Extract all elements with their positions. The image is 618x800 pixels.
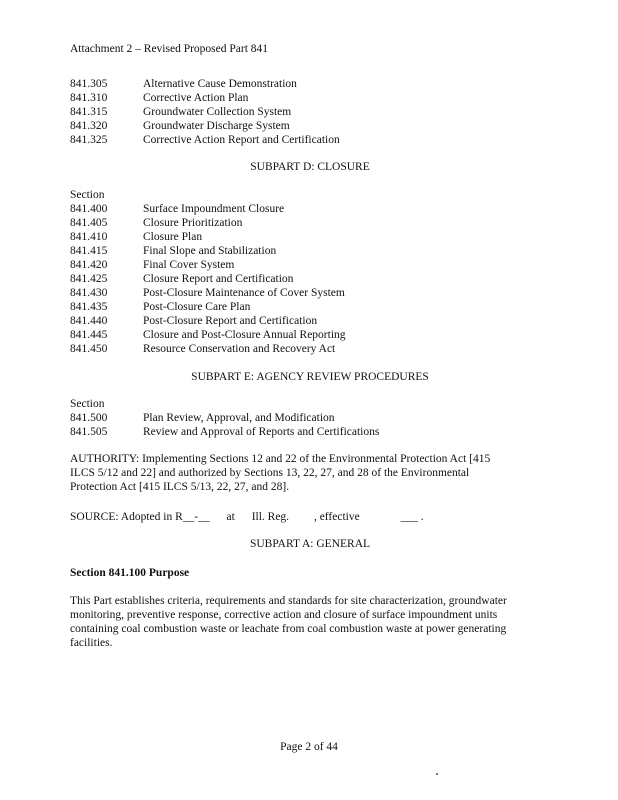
paragraph-line: facilities. [70, 637, 113, 649]
toc-title: Groundwater Discharge System [143, 120, 290, 132]
source-effective: , effective [313, 511, 360, 523]
toc-entry [70, 133, 550, 147]
toc-title: Review and Approval of Reports and Certifications [143, 426, 380, 438]
source-line [70, 510, 540, 524]
source-at: at [226, 511, 235, 523]
toc-title: Groundwater Collection System [143, 106, 292, 118]
toc-number: 841.415 [70, 245, 108, 257]
toc-title: Post-Closure Care Plan [143, 301, 251, 313]
source-reg: Ill. Reg. [251, 511, 290, 523]
authority-paragraph [70, 452, 540, 494]
subpart-d-toc [70, 188, 550, 356]
toc-entry [70, 105, 550, 119]
subpart-c-toc [70, 77, 550, 147]
toc-number: 841.405 [70, 217, 108, 229]
toc-entry [70, 411, 550, 425]
toc-entry [70, 328, 550, 342]
toc-number: 841.400 [70, 203, 108, 215]
paragraph-line: containing coal combustion waste or leachate from coal combustion waste at power generating [70, 623, 507, 635]
toc-entry [70, 342, 550, 356]
toc-entry [70, 91, 550, 105]
toc-number: 841.450 [70, 343, 108, 355]
section-heading: Section 841.100 Purpose [70, 567, 190, 579]
toc-title: Closure Prioritization [143, 217, 243, 229]
authority-line: AUTHORITY: Implementing Sections 12 and 22 of the Environmental Protection Act [415 [70, 453, 491, 465]
toc-entry [70, 258, 550, 272]
toc-entry [70, 300, 550, 314]
authority-line: Protection Act [415 ILCS 5/13, 22, 27, and 28]. [70, 481, 290, 493]
toc-number: 841.430 [70, 287, 108, 299]
toc-number: 841.310 [70, 92, 108, 104]
toc-title: Closure Plan [143, 231, 203, 243]
toc-number: 841.440 [70, 315, 108, 327]
toc-title: Closure Report and Certification [143, 273, 294, 285]
toc-number: 841.410 [70, 231, 108, 243]
source-prefix: SOURCE: Adopted in R [70, 511, 183, 523]
toc-entry [70, 244, 550, 258]
toc-entry [70, 286, 550, 300]
toc-entry [70, 119, 550, 133]
toc-entry [70, 272, 550, 286]
toc-title: Plan Review, Approval, and Modification [143, 412, 335, 424]
toc-title: Surface Impoundment Closure [143, 203, 285, 215]
paragraph-line: monitoring, preventive response, corrective action and closure of surface impoundment units [70, 609, 498, 621]
section-label: Section [70, 189, 105, 201]
toc-entry [70, 230, 550, 244]
toc-entry [70, 202, 550, 216]
toc-number: 841.500 [70, 412, 108, 424]
toc-title: Final Slope and Stabilization [143, 245, 277, 257]
toc-title: Resource Conservation and Recovery Act [143, 343, 336, 355]
toc-title: Post-Closure Report and Certification [143, 315, 318, 327]
toc-title: Corrective Action Report and Certification [143, 134, 340, 146]
toc-number: 841.305 [70, 78, 108, 90]
subpart-d-heading: SUBPART D: CLOSURE [250, 161, 370, 173]
subpart-e-heading: SUBPART E: AGENCY REVIEW PROCEDURES [191, 371, 429, 383]
scan-speck [436, 773, 438, 775]
subpart-e-toc [70, 397, 550, 439]
authority-line: ILCS 5/12 and 22] and authorized by Sections 13, 22, 27, and 28 of the Environmental [70, 467, 470, 479]
toc-number: 841.425 [70, 273, 108, 285]
toc-entry [70, 216, 550, 230]
toc-entry [70, 77, 550, 91]
document-header: Attachment 2 – Revised Proposed Part 841 [70, 43, 269, 55]
toc-title: Alternative Cause Demonstration [143, 78, 297, 90]
toc-number: 841.435 [70, 301, 108, 313]
source-blank: ___ . [400, 511, 424, 523]
subpart-a-heading: SUBPART A: GENERAL [249, 538, 371, 550]
toc-title: Post-Closure Maintenance of Cover System [143, 287, 345, 299]
purpose-paragraph [70, 594, 540, 650]
toc-entry [70, 425, 550, 439]
toc-number: 841.445 [70, 329, 108, 341]
toc-number: 841.325 [70, 134, 108, 146]
toc-title: Corrective Action Plan [143, 92, 249, 104]
toc-title: Final Cover System [143, 259, 235, 271]
toc-number: 841.420 [70, 259, 108, 271]
toc-entry [70, 314, 550, 328]
paragraph-line: This Part establishes criteria, requirements and standards for site characterization, groundwater [70, 595, 507, 607]
toc-number: 841.315 [70, 106, 108, 118]
section-label: Section [70, 398, 105, 410]
toc-title: Closure and Post-Closure Annual Reporting [143, 329, 346, 341]
page-footer: Page 2 of 44 [280, 741, 338, 753]
toc-number: 841.320 [70, 120, 108, 132]
source-blank: __-__ [182, 511, 210, 523]
toc-number: 841.505 [70, 426, 108, 438]
